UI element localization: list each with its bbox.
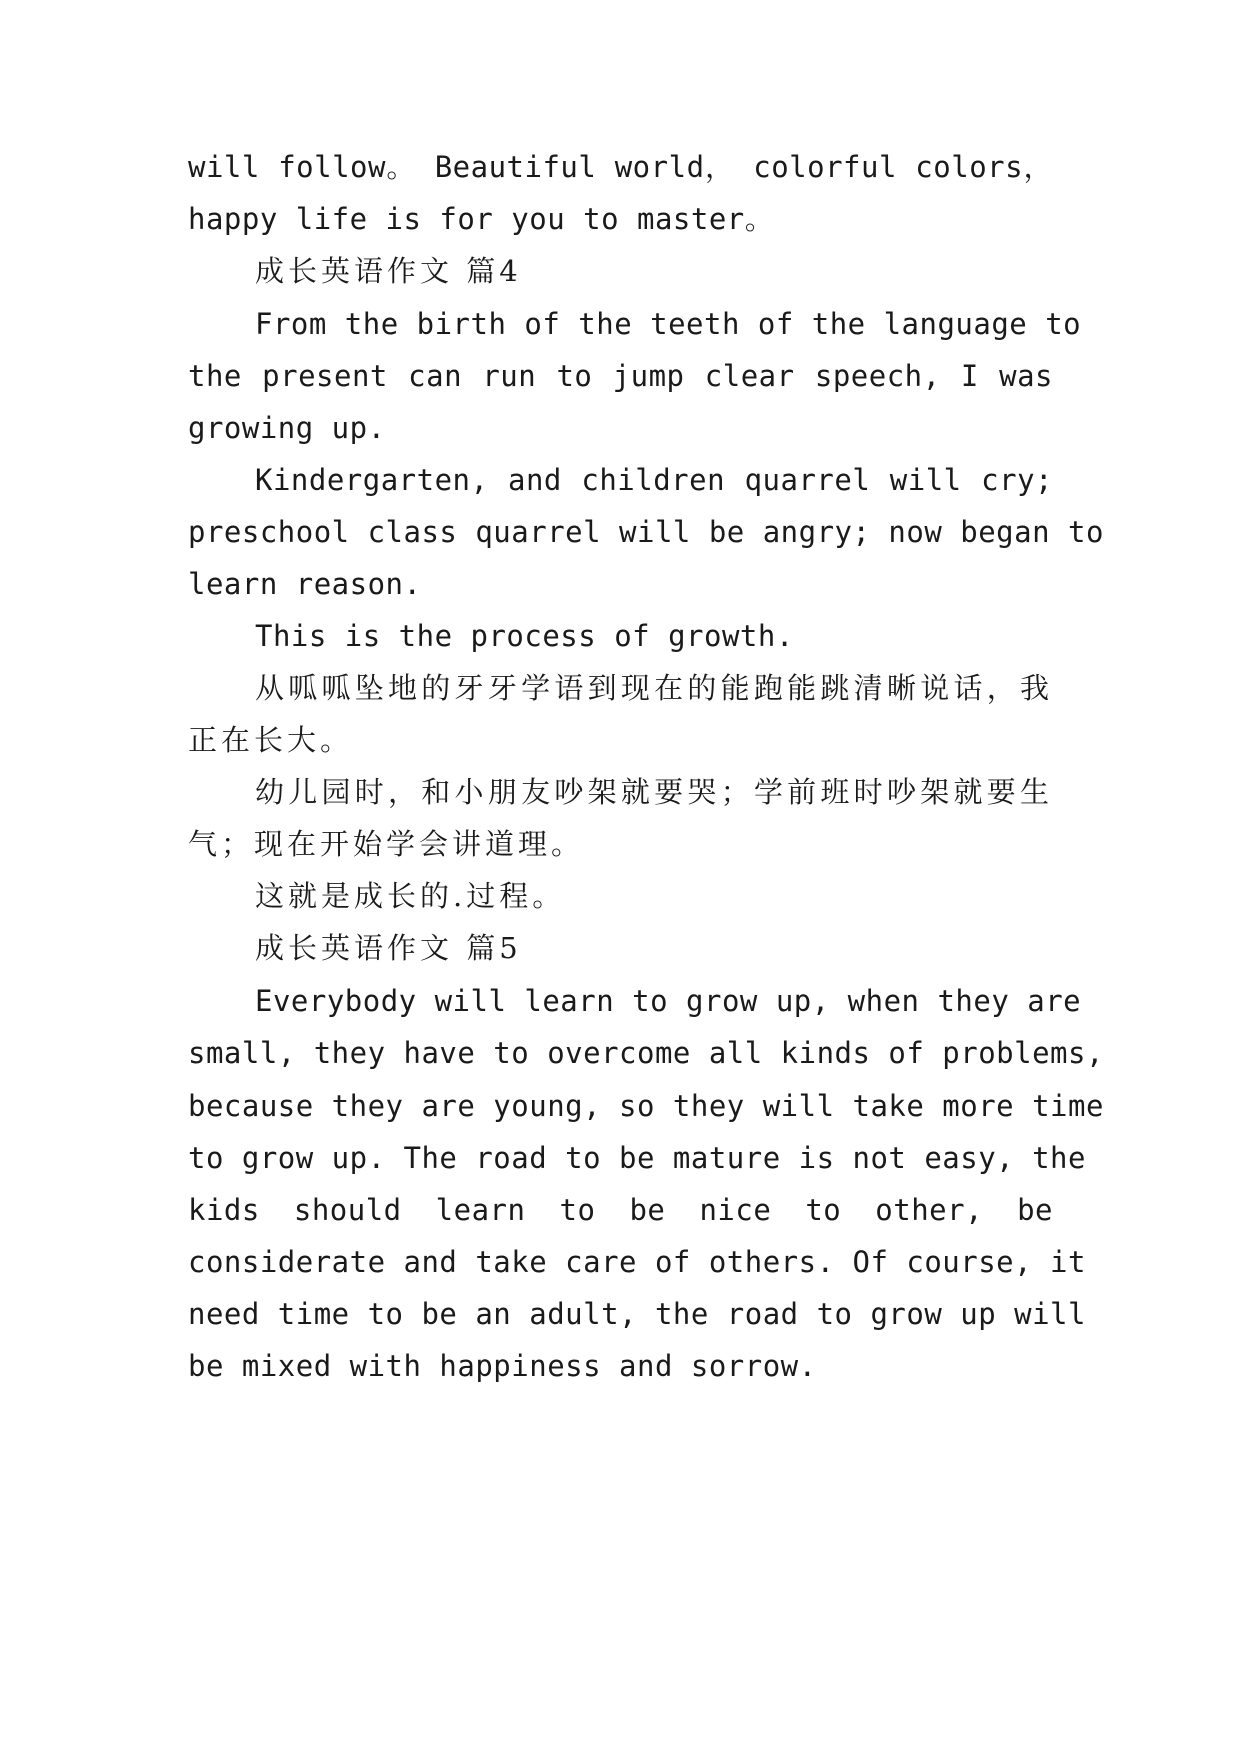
paragraph-line: be mixed with happiness and sorrow.: [188, 1349, 817, 1383]
paragraph-line: Everybody will learn to grow up, when they are: [255, 984, 1082, 1018]
paragraph-line: happy life is for you to master。: [188, 202, 775, 236]
section-heading-5: 成长英语作文 篇5: [255, 931, 522, 965]
paragraph-line: preschool class quarrel will be angry; now began to: [188, 515, 1104, 549]
paragraph-line: This is the process of growth.: [255, 619, 794, 653]
paragraph-line: small, they have to overcome all kinds of problems,: [188, 1036, 1104, 1070]
paragraph-line: 正在长大。: [188, 723, 354, 757]
paragraph-line: growing up.: [188, 411, 386, 445]
paragraph-line: 从呱呱坠地的牙牙学语到现在的能跑能跳清晰说话，我: [255, 671, 1053, 705]
paragraph-line: considerate and take care of others. Of course, it: [188, 1245, 1086, 1279]
paragraph-line: the present can run to jump clear speech, I was: [188, 359, 1053, 393]
section-heading-4: 成长英语作文 篇4: [255, 254, 522, 288]
paragraph-line: From the birth of the teeth of the language to: [255, 307, 1082, 341]
paragraph-line: 气；现在开始学会讲道理。: [188, 827, 585, 861]
paragraph-line: because they are young, so they will take more time: [188, 1089, 1104, 1123]
paragraph-line: Kindergarten, and children quarrel will cry;: [255, 463, 1053, 497]
paragraph-line: need time to be an adult, the road to grow up will: [188, 1297, 1086, 1331]
paragraph-line: 幼儿园时，和小朋友吵架就要哭；学前班时吵架就要生: [255, 775, 1053, 809]
paragraph-line: will follow。 Beautiful world， colorful colors，: [188, 150, 1053, 184]
paragraph-line: learn reason.: [188, 567, 422, 601]
paragraph-line: to grow up. The road to be mature is not easy, the: [188, 1141, 1086, 1175]
paragraph-line: kids should learn to be nice to other, be: [188, 1193, 1053, 1227]
paragraph-line: 这就是成长的.过程。: [255, 879, 566, 913]
